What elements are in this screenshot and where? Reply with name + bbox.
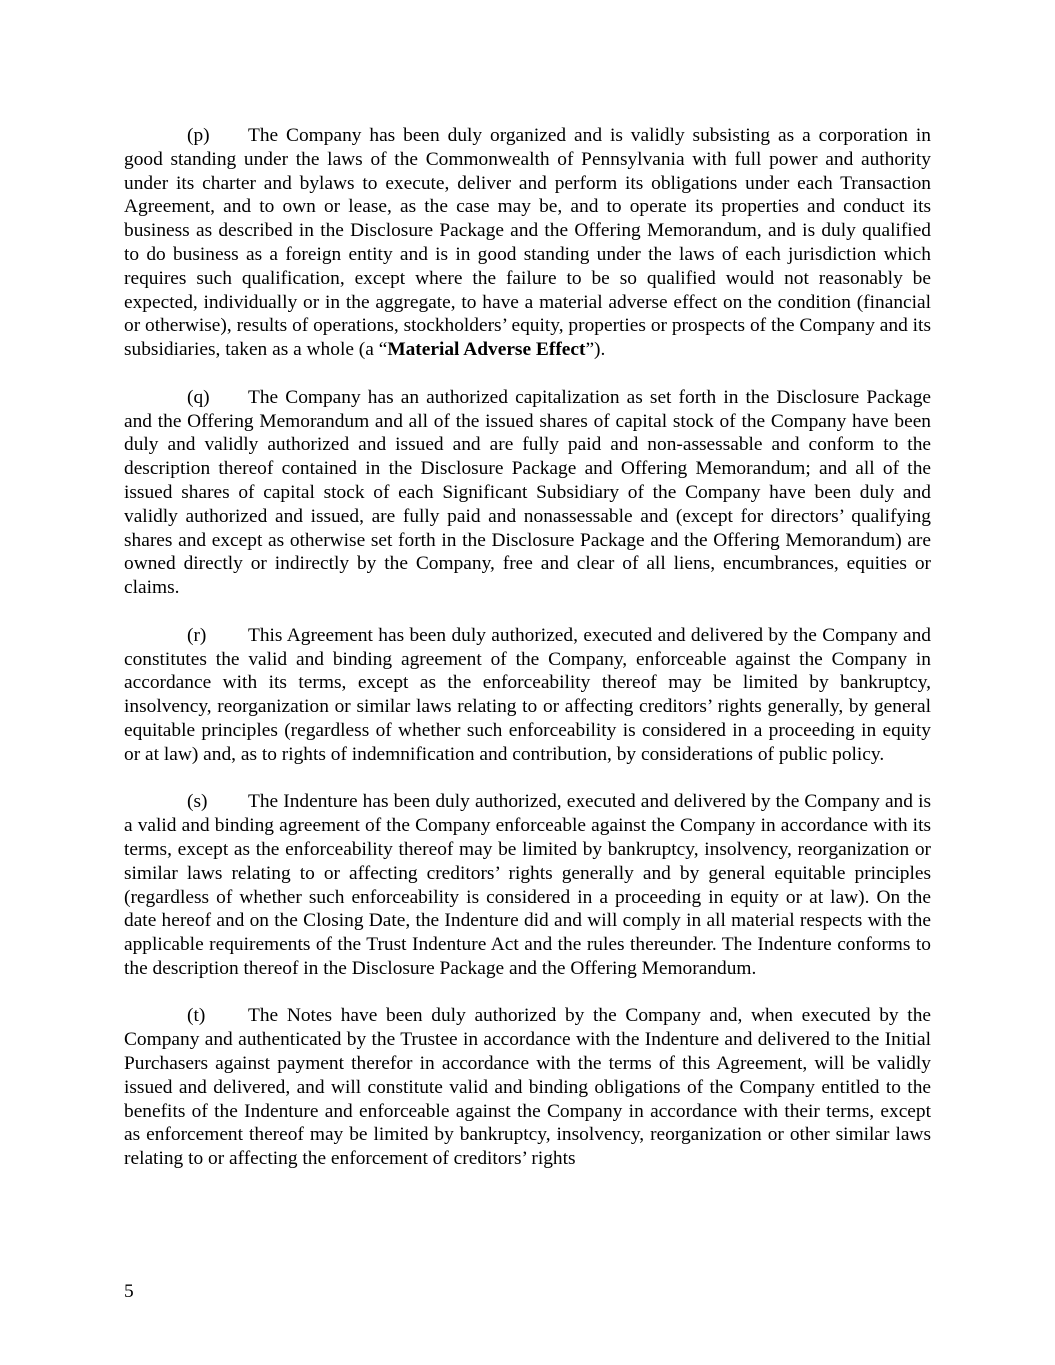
paragraph-text: This Agreement has been duly authorized, executed and delivered by the Company and constitutes the valid and binding agreement of the Company, enforceable against the Company in accordance with its terms, except as the enforceability thereof may be limited by bankruptcy, insolvency, reorganization or similar laws relating to or affecting creditors’ rights generally, by general equitable principles (regardless of whether such enforceability is considered in a proceeding in equity or at law) and, as to rights of indemnification and contribution, by considerations of public policy. bbox=[124, 624, 931, 765]
paragraph-text-end: ”). bbox=[585, 339, 606, 361]
paragraph-s bbox=[124, 790, 931, 980]
document-body bbox=[124, 124, 931, 1195]
page-number: 5 bbox=[124, 1281, 134, 1302]
paragraph-p bbox=[124, 124, 931, 362]
paragraph-text: The Notes have been duly authorized by the Company and, when executed by the Company and authenticated by the Trustee in accordance with the Indenture and delivered to the Initial Purchasers against payment therefor in accordance with the terms of this Agreement, will be validly issued and delivered, and will constitute valid and binding obligations of the Company entitled to the benefits of the Indenture and enforceable against the Company in accordance with their terms, except as enforcement thereof may be limited by bankruptcy, insolvency, reorganization or other similar laws relating to or affecting the enforcement of creditors’ rights bbox=[124, 1005, 931, 1170]
paragraph-r bbox=[124, 624, 931, 767]
paragraph-label: (r) bbox=[187, 624, 207, 646]
paragraph-text: The Indenture has been duly authorized, executed and delivered by the Company and is a valid and binding agreement of the Company enforceable against the Company in accordance with its terms, except as the enforceability thereof may be limited by bankruptcy, insolvency, reorganization or similar laws relating to or affecting creditors’ rights generally and by general equitable principles (regardless of whether such enforceability is considered in a proceeding in equity or at law). On the date hereof and on the Closing Date, the Indenture did and will comply in all material respects with the applicable requirements of the Trust Indenture Act and the rules thereunder. The Indenture conforms to the description thereof in the Disclosure Package and the Offering Memorandum. bbox=[124, 791, 931, 979]
paragraph-text: The Company has an authorized capitalization as set forth in the Disclosure Package and the Offering Memorandum and all of the issued shares of capital stock of the Company have been duly and validly authorized and issued and are fully paid and non-assessable and conform to the description thereof contained in the Disclosure Package and Offering Memorandum; and all of the issued shares of capital stock of each Significant Subsidiary of the Company have been duly and validly authorized and issued, are fully paid and nonassessable and (except for directors’ qualifying shares and except as otherwise set forth in the Disclosure Package and the Offering Memorandum) are owned directly or indirectly by the Company, free and clear of all liens, encumbrances, equities or claims. bbox=[124, 386, 931, 599]
paragraph-t bbox=[124, 1004, 931, 1171]
defined-term: Material Adverse Effect bbox=[387, 339, 586, 361]
paragraph-label: (s) bbox=[187, 791, 208, 813]
paragraph-q bbox=[124, 386, 931, 600]
paragraph-label: (p) bbox=[187, 125, 210, 146]
paragraph-label: (q) bbox=[187, 386, 210, 408]
paragraph-text: The Company has been duly organized and is validly subsisting as a corporation in good standing under the laws of the Commonwealth of Pennsylvania with full power and authority under its charter and bylaws to execute, deliver and perform its obligations under each Transaction Agreement, and to own or lease, as the case may be, and to operate its properties and conduct its business as described in the Disclosure Package and the Offering Memorandum, and is duly qualified to do business as a foreign entity and is in good standing under the laws of each jurisdiction which requires such qualification, except where the failure to be so qualified would not reasonably be expected, individually or in the aggregate, to have a material adverse effect on the condition (financial or otherwise), results of operations, stockholders’ equity, properties or prospects of the Company and its subsidiaries, taken as a whole (a “ bbox=[124, 125, 931, 361]
paragraph-label: (t) bbox=[187, 1005, 206, 1027]
